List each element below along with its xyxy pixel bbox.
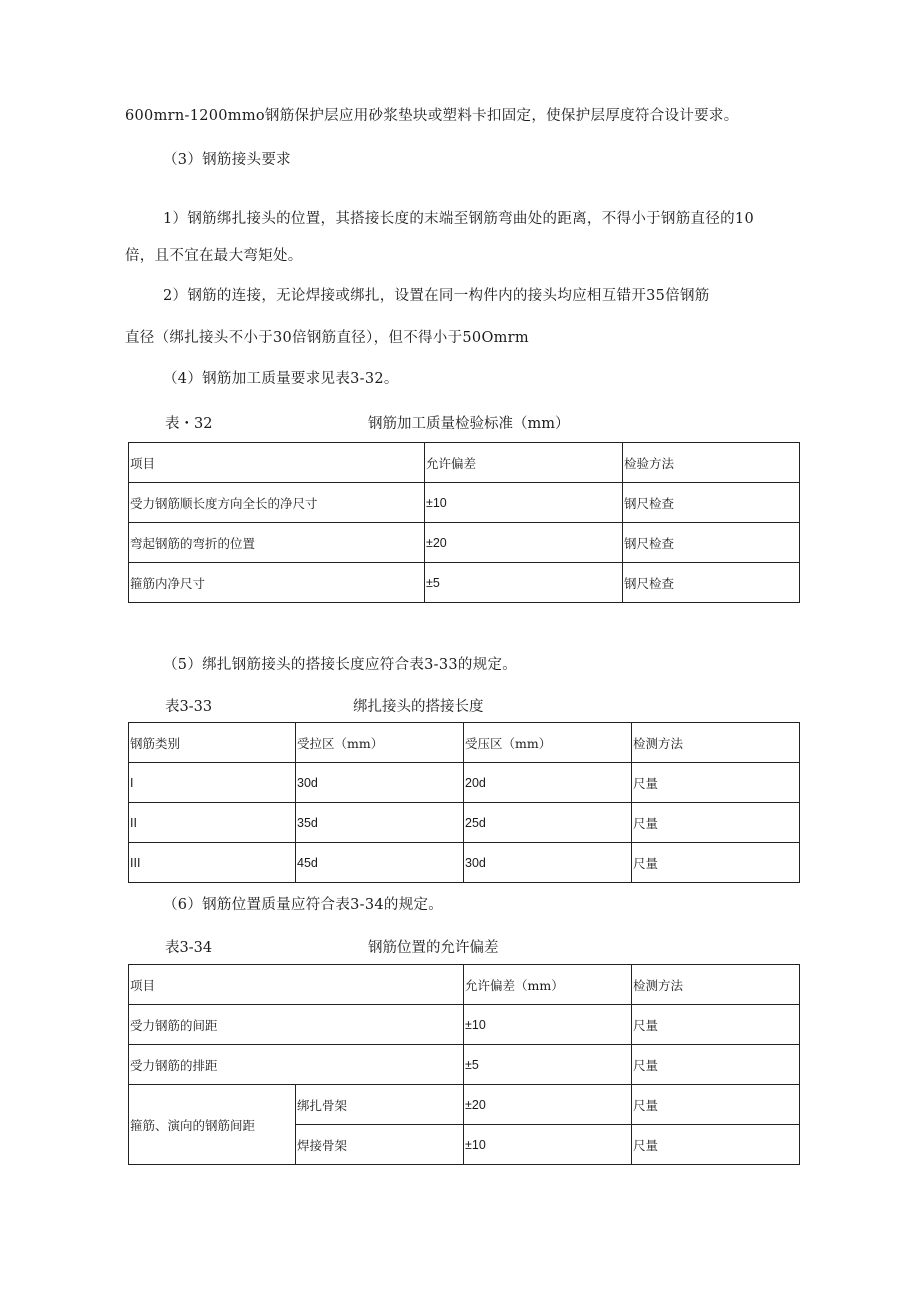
table-cell: ±10 [464,1005,632,1045]
table-cell: 尺量 [632,763,800,803]
table-cell: 尺量 [632,1085,800,1125]
table-header-cell: 检测方法 [632,965,800,1005]
table-row [129,523,800,563]
table-header-cell: 检验方法 [623,443,800,483]
heading-joint-requirements: （3）钢筋接头要求 [163,152,291,168]
table-cell: 尺量 [632,1045,800,1085]
table-cell: 箍筋内净尺寸 [129,563,425,603]
table-row [129,483,800,523]
table-cell: ±20 [464,1085,632,1125]
table-header-cell: 钢筋类别 [129,723,296,763]
table-cell: II [129,803,296,843]
table1-label: 表・32 [165,416,213,432]
table-header-cell: 项目 [129,965,464,1005]
paragraph-table-333-reference: （5）绑扎钢筋接头的搭接长度应符合表3-33的规定。 [163,657,518,673]
paragraph-table-332-reference: （4）钢筋加工质量要求见表3-32。 [163,371,399,387]
table-cell: 钢尺检查 [623,483,800,523]
table-cell: 尺量 [632,1125,800,1165]
table-cell: ±10 [425,483,623,523]
table-cell: ±5 [425,563,623,603]
table-row [129,1005,800,1045]
table-header-cell: 允许偏差（mm） [464,965,632,1005]
table-row [129,763,800,803]
table-cell: 弯起钢筋的弯折的位置 [129,523,425,563]
table-cell: 受力钢筋的间距 [129,1005,464,1045]
table-cell: 受力钢筋顺长度方向全长的净尺寸 [129,483,425,523]
table-lap-length [128,722,800,883]
table-row [129,1085,800,1125]
table-cell: 35d [296,803,464,843]
table-cell: 30d [464,843,632,883]
table-cell: ±20 [425,523,623,563]
table3-title: 钢筋位置的允许偏差 [368,940,499,956]
table-header-row [129,443,800,483]
table-cell: 绑扎骨架 [296,1085,464,1125]
table-header-row [129,723,800,763]
table-position-tolerance [128,964,800,1165]
paragraph-cover-fixing: 600mrn-1200mmo钢筋保护层应用砂浆垫块或塑料卡扣固定，使保护层厚度符合设计要求。 [125,108,739,124]
table-header-cell: 项目 [129,443,425,483]
table2-label: 表3-33 [165,699,213,715]
table-row [129,563,800,603]
table-header-row [129,965,800,1005]
paragraph-connection-line1: 2）钢筋的连接，无论焊接或绑扎，设置在同一构件内的接头均应相互错开35倍钢筋 [163,288,710,304]
table-cell: 30d [296,763,464,803]
table-header-cell: 受拉区（mm） [296,723,464,763]
table-cell: 20d [464,763,632,803]
table-header-cell: 检测方法 [632,723,800,763]
table-cell: 尺量 [632,843,800,883]
table3-label: 表3-34 [165,940,213,956]
table-cell: ±5 [464,1045,632,1085]
table-cell: 尺量 [632,1005,800,1045]
table-cell: I [129,763,296,803]
table-cell: 焊接骨架 [296,1125,464,1165]
table-row [129,843,800,883]
table-cell: 钢尺检查 [623,563,800,603]
table-processing-quality [128,442,800,603]
paragraph-joint-position-line1: 1）钢筋绑扎接头的位置，其搭接长度的末端至钢筋弯曲处的距离，不得小于钢筋直径的10 [163,211,754,227]
table-cell: 25d [464,803,632,843]
table-row [129,803,800,843]
table-cell: III [129,843,296,883]
table-cell: 尺量 [632,803,800,843]
table-cell: 受力钢筋的排距 [129,1045,464,1085]
table-cell-group: 箍筋、演向的钢筋间距 [129,1085,296,1165]
table-cell: 钢尺检查 [623,523,800,563]
table2-title: 绑扎接头的搭接长度 [353,699,484,715]
paragraph-table-334-reference: （6）钢筋位置质量应符合表3-34的规定。 [163,897,444,913]
paragraph-joint-position-line2: 倍，且不宜在最大弯矩处。 [125,248,303,264]
paragraph-connection-line2: 直径（绑扎接头不小于30倍钢筋直径），但不得小于50Omrm [125,330,529,346]
table-row [129,1045,800,1085]
table-cell: 45d [296,843,464,883]
table-header-cell: 允许偏差 [425,443,623,483]
table1-title: 钢筋加工质量检验标准（mm） [368,416,570,432]
table-cell: ±10 [464,1125,632,1165]
table-header-cell: 受压区（mm） [464,723,632,763]
